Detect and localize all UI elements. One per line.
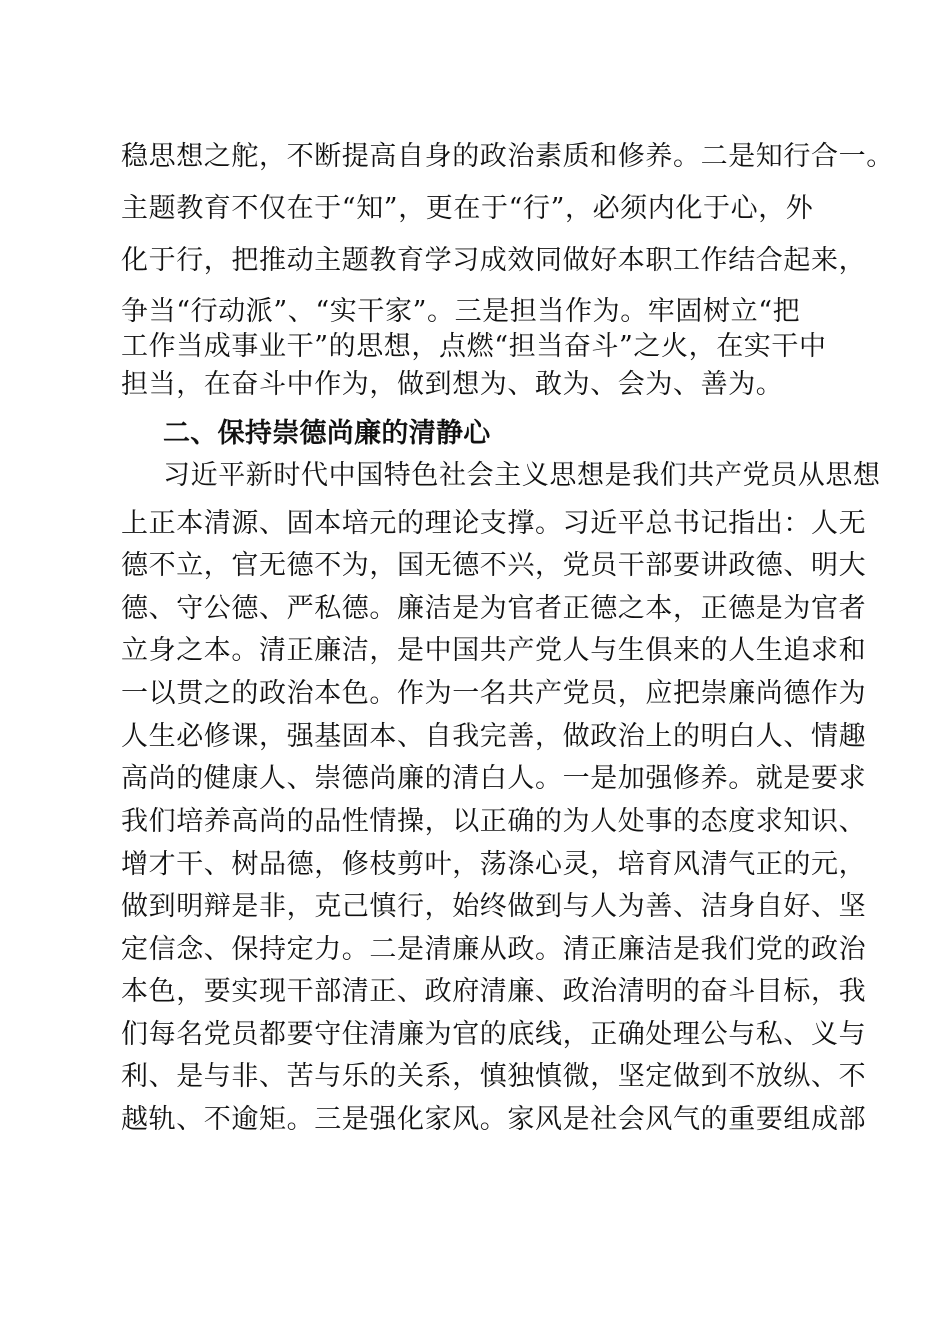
paragraph-2-line-7: 人生必修课，强基固本、自我完善，做政治上的明白人、情趣 (121, 721, 867, 752)
paragraph-1-line-1: 稳思想之舵，不断提高自身的政治素质和修养。二是知行合一。 (121, 141, 894, 172)
paragraph-2-line-2: 上正本清源、固本培元的理论支撑。习近平总书记指出：人无 (121, 508, 867, 539)
paragraph-2-line-5: 立身之本。清正廉洁，是中国共产党人与生俱来的人生追求和 (121, 635, 867, 666)
paragraph-2-line-4: 德、守公德、严私德。廉洁是为官者正德之本，正德是为官者 (121, 593, 867, 624)
paragraph-2-line-11: 做到明辩是非，克己慎行，始终做到与人为善、洁身自好、坚 (121, 891, 867, 922)
paragraph-2-line-15: 利、是与非、苦与乐的关系，慎独慎微，坚定做到不放纵、不 (121, 1061, 867, 1092)
paragraph-2-line-1: 习近平新时代中国特色社会主义思想是我们共产党员从思想 (163, 460, 881, 491)
paragraph-1-line-4: 争当“行动派”、“实干家”。三是担当作为。牢固树立“把 (121, 296, 801, 327)
section-heading: 二、保持崇德尚廉的清静心 (163, 418, 491, 449)
paragraph-2-line-12: 定信念、保持定力。二是清廉从政。清正廉洁是我们党的政治 (121, 934, 867, 965)
paragraph-2-line-9: 我们培养高尚的品性情操，以正确的为人处事的态度求知识、 (121, 806, 867, 837)
paragraph-1-line-6: 担当，在奋斗中作为，做到想为、敢为、会为、善为。 (121, 369, 784, 400)
paragraph-2-line-16: 越轨、不逾矩。三是强化家风。家风是社会风气的重要组成部 (121, 1104, 867, 1135)
paragraph-1-line-2: 主题教育不仅在于“知”，更在于“行”，必须内化于心，外 (121, 193, 814, 224)
paragraph-1-line-5: 工作当成事业干”的思想，点燃“担当奋斗”之火，在实干中 (121, 331, 827, 362)
paragraph-2-line-8: 高尚的健康人、崇德尚廉的清白人。一是加强修养。就是要求 (121, 763, 867, 794)
paragraph-2-line-14: 们每名党员都要守住清廉为官的底线，正确处理公与私、义与 (121, 1019, 867, 1050)
paragraph-2-line-3: 德不立，官无德不为，国无德不兴，党员干部要讲政德、明大 (121, 550, 867, 581)
paragraph-2-line-13: 本色，要实现干部清正、政府清廉、政治清明的奋斗目标，我 (121, 976, 867, 1007)
paragraph-2-line-6: 一以贯之的政治本色。作为一名共产党员，应把崇廉尚德作为 (121, 678, 867, 709)
paragraph-1-line-3: 化于行，把推动主题教育学习成效同做好本职工作结合起来， (121, 245, 867, 276)
paragraph-2-line-10: 增才干、树品德，修枝剪叶，荡涤心灵，培育风清气正的元， (121, 849, 867, 880)
